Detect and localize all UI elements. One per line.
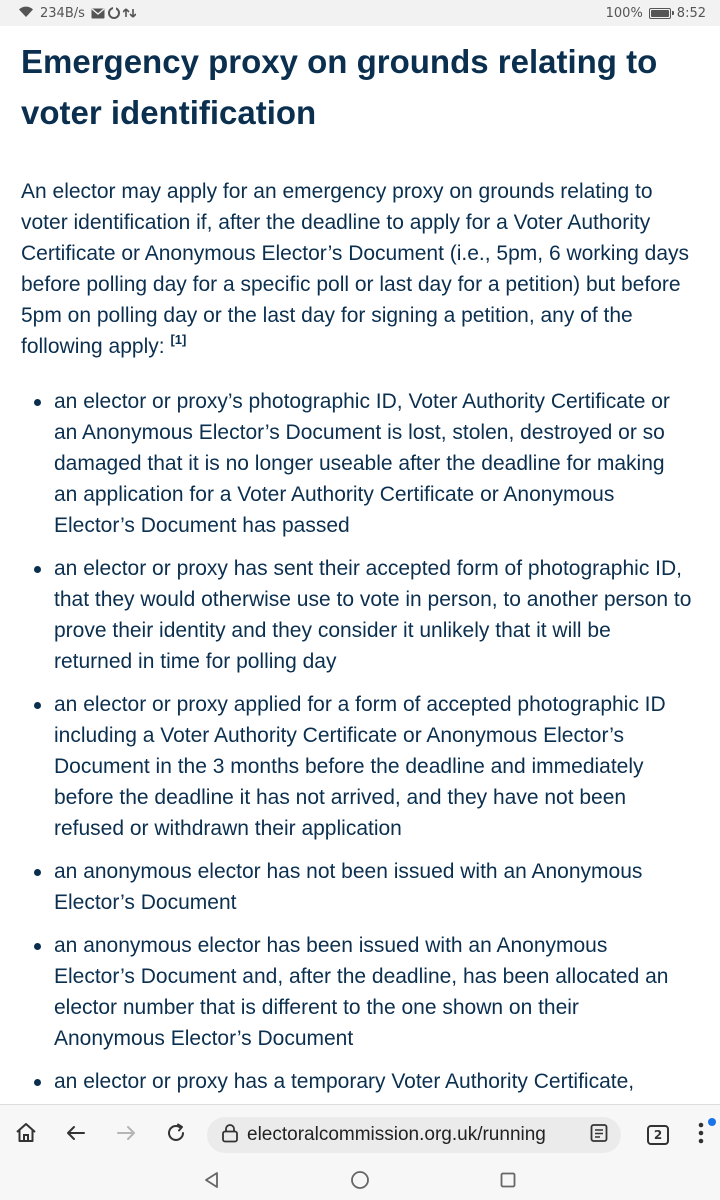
list-item	[0, 386, 692, 541]
status-right	[606, 6, 706, 21]
address-bar[interactable]	[207, 1117, 621, 1153]
intro-text: An elector may apply for an emergency proxy on grounds relating to voter identification if, after the deadline to apply for a Voter Authority Certificate or Anonymous Elector’s Document (i.e., 5pm, 6 working days before polling day for a specific poll or last day for a petition) but before 5pm on polling day or the last day for signing a petition, any of the following apply:	[21, 180, 690, 358]
bullet-icon	[34, 943, 41, 950]
share-icon	[123, 7, 136, 19]
list-item-text: an elector or proxy has sent their accepted form of photographic ID, that they would otherwise use to vote in person, to another person to prove their identity and they consider it unlikely that it will be returned in time for polling day	[54, 557, 692, 673]
sync-icon	[108, 7, 120, 19]
list-item-text: an elector or proxy has a temporary Voter Authority Certificate,	[54, 1070, 635, 1093]
back-button[interactable]	[56, 1105, 96, 1165]
back-arrow-icon	[64, 1121, 88, 1150]
nav-home-button[interactable]	[340, 1164, 380, 1200]
status-bar	[0, 0, 720, 26]
list-item	[0, 856, 692, 918]
forward-arrow-icon	[114, 1121, 138, 1150]
square-recents-icon	[499, 1171, 517, 1194]
home-icon	[14, 1121, 38, 1150]
page-title: Emergency proxy on grounds relating to voter identification	[21, 43, 658, 131]
network-speed: 234B/s	[40, 5, 85, 21]
nav-back-button[interactable]	[192, 1164, 232, 1200]
intro-paragraph	[21, 176, 692, 362]
nav-recents-button[interactable]	[488, 1164, 528, 1200]
tab-count-icon: 2	[647, 1125, 669, 1145]
bullet-icon	[34, 702, 41, 709]
lock-icon	[221, 1123, 239, 1148]
reader-mode-button[interactable]	[587, 1123, 611, 1147]
battery-icon	[649, 8, 671, 19]
battery-fill	[651, 10, 669, 17]
reload-icon	[164, 1121, 188, 1150]
bullet-icon	[34, 1079, 41, 1086]
criteria-list	[0, 386, 692, 1097]
list-item	[0, 1066, 692, 1097]
list-item-text: an elector or proxy applied for a form of accepted photographic ID including a Voter Authority Certificate or Anonymous Elector’s Document in the 3 months before the deadline and immediately before the deadline it has not arrived, and they have not been refused or withdrawn their application	[54, 693, 666, 840]
list-item-text: an anonymous elector has been issued with an Anonymous Elector’s Document and, after the deadline, has been allocated an elector number that is different to the one shown on their Anonymous Elector’s Document	[54, 934, 669, 1050]
list-item	[0, 689, 692, 844]
tabs-button[interactable]	[638, 1105, 678, 1165]
notification-icons	[91, 7, 136, 19]
update-badge	[708, 1118, 716, 1126]
triangle-back-icon	[203, 1171, 221, 1194]
list-item-text: an elector or proxy’s photographic ID, Voter Authority Certificate or an Anonymous Elector’s Document is lost, stolen, destroyed or so damaged that it is no longer useable after the deadline for making an application for a Voter Authority Certificate or Anonymous Elector’s Document has passed	[54, 390, 670, 537]
list-item-text: an anonymous elector has not been issued with an Anonymous Elector’s Document	[54, 860, 643, 914]
reload-button[interactable]	[156, 1105, 196, 1165]
home-button[interactable]	[6, 1105, 46, 1165]
clock: 8:52	[676, 5, 706, 21]
status-left	[18, 5, 136, 22]
more-vert-icon	[698, 1122, 704, 1149]
list-item	[0, 930, 692, 1054]
bullet-icon	[34, 399, 41, 406]
battery-percent: 100%	[605, 5, 643, 21]
bullet-icon	[34, 869, 41, 876]
footnote-link[interactable]: [1]	[170, 332, 187, 347]
forward-button[interactable]	[106, 1105, 146, 1165]
circle-home-icon	[350, 1170, 370, 1195]
system-nav-bar	[0, 1164, 720, 1200]
reader-mode-icon	[589, 1123, 609, 1148]
url-text[interactable]: electoralcommission.org.uk/running	[247, 1124, 546, 1145]
menu-button[interactable]	[682, 1105, 720, 1165]
bullet-icon	[34, 566, 41, 573]
list-item	[0, 553, 692, 677]
wifi-icon	[18, 5, 34, 22]
browser-toolbar	[0, 1104, 720, 1164]
mail-icon	[91, 8, 105, 19]
page-content	[0, 26, 720, 1104]
